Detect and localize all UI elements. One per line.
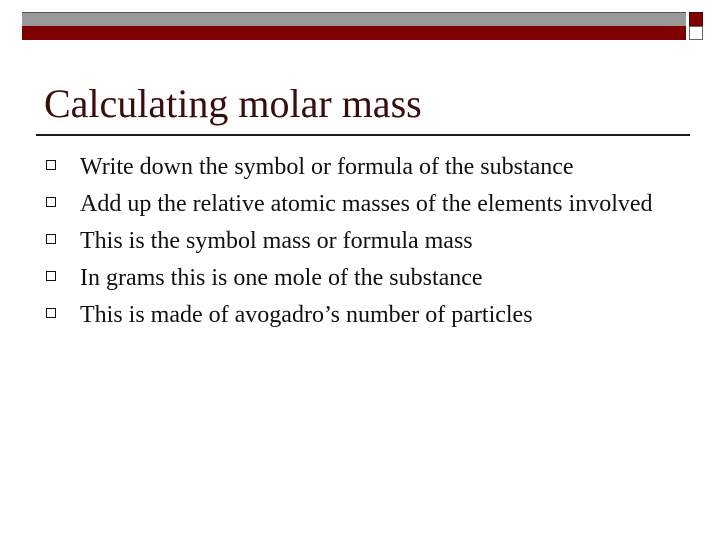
bullet-item — [36, 260, 676, 297]
square-bullet-icon — [46, 234, 56, 244]
corner-square-filled — [689, 12, 703, 26]
bullet-item — [36, 297, 676, 334]
bullet-list — [36, 149, 676, 334]
bullet-text: Write down the symbol or formula of the substance — [80, 154, 574, 180]
bullet-item — [36, 149, 676, 186]
bullet-text: This is made of avogadro’s number of particles — [80, 302, 533, 328]
square-bullet-icon — [46, 308, 56, 318]
bullet-text: In grams this is one mole of the substance — [80, 265, 483, 291]
top-band-gray-stripe — [22, 12, 686, 26]
corner-square-outline — [689, 26, 703, 40]
top-band-maroon-stripe — [22, 26, 686, 40]
square-bullet-icon — [46, 197, 56, 207]
square-bullet-icon — [46, 271, 56, 281]
top-decorative-band — [22, 12, 686, 40]
bullet-text: Add up the relative atomic masses of the elements involved — [80, 191, 653, 217]
title-divider — [36, 134, 690, 136]
bullet-item — [36, 223, 676, 260]
bullet-item — [36, 186, 676, 223]
square-bullet-icon — [46, 160, 56, 170]
slide-title: Calculating molar mass — [44, 81, 422, 126]
bullet-text: This is the symbol mass or formula mass — [80, 228, 473, 254]
